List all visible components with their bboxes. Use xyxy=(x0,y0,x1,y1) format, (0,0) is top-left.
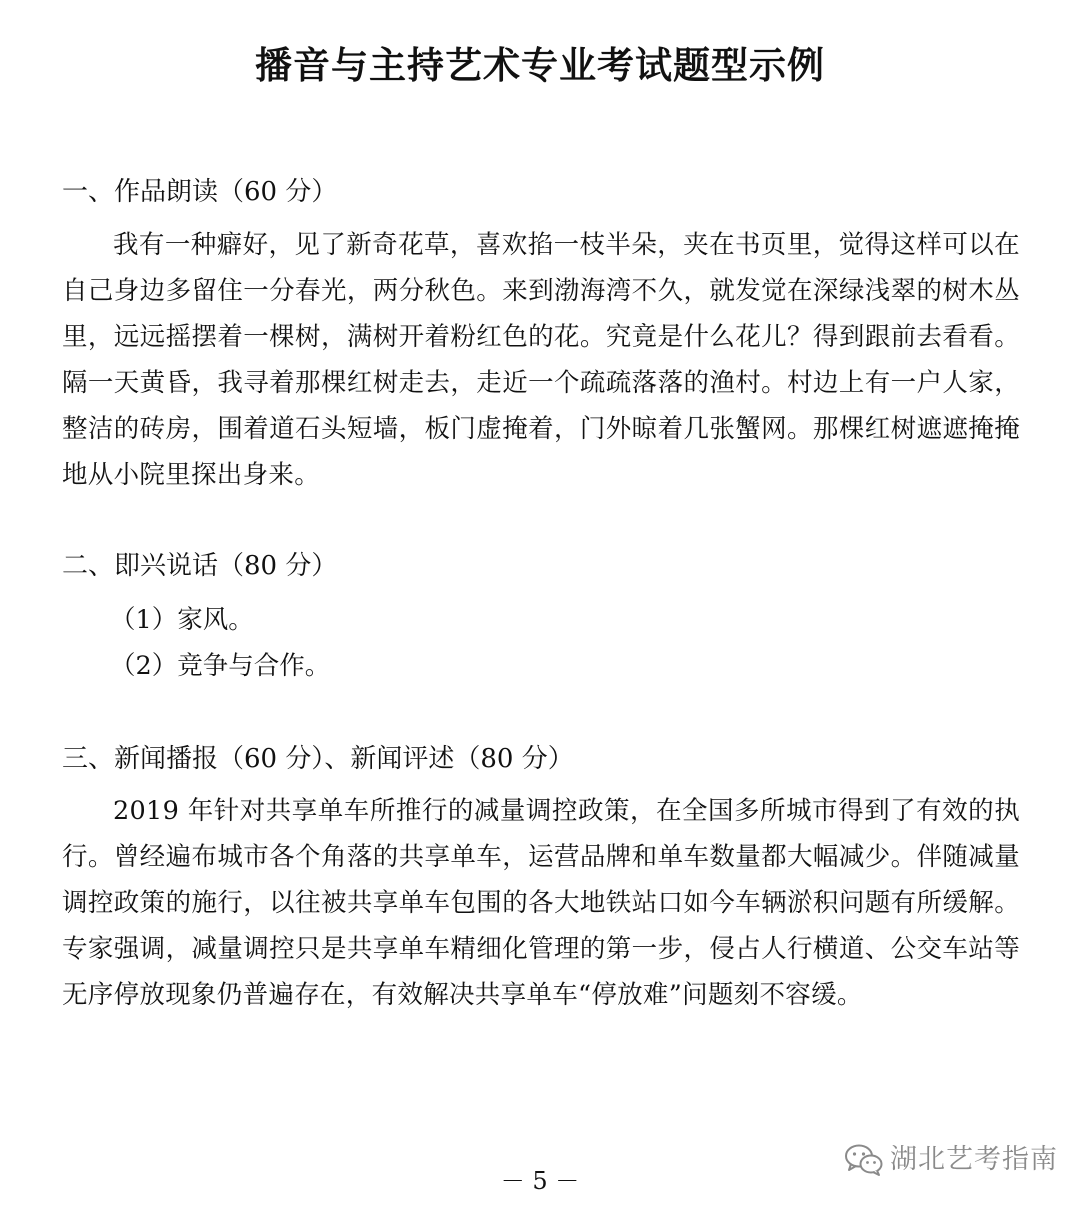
impromptu-item-1: （1）家风。 xyxy=(110,605,254,635)
section-heading-news: 三、新闻播报（60 分）、新闻评述（80 分） xyxy=(62,744,574,774)
section-heading-reading: 一、作品朗读（60 分） xyxy=(62,177,338,207)
watermark xyxy=(844,1140,1058,1180)
section-heading-impromptu: 二、即兴说话（80 分） xyxy=(62,551,338,581)
watermark-text: 湖北艺考指南 xyxy=(890,1144,1058,1175)
impromptu-item-2: （2）竞争与合作。 xyxy=(110,651,331,681)
page-number: － 5 － xyxy=(500,1167,580,1195)
reading-paragraph: 我有一种癖好，见了新奇花草，喜欢掐一枝半朵，夹在书页里，觉得这样可以在自己身边多留住一分春光，两分秋色。来到渤海湾不久，就发觉在深绿浅翠的树木丛里，远远摇摆着一棵树，满树开着粉红色的花。究竟是什么花儿？得到跟前去看看。隔一天黄昏，我寻着那棵红树走去，走近一个疏疏落落的渔村。村边上有一户人家，整洁的砖房，围着道石头短墙，板门虚掩着，门外晾着几张蟹网。那棵红树遮遮掩掩地从小院里探出身来。 xyxy=(62,230,1020,490)
news-paragraph: 2019 年针对共享单车所推行的减量调控政策，在全国多所城市得到了有效的执行。曾经遍布城市各个角落的共享单车，运营品牌和单车数量都大幅减少。伴随减量调控政策的施行，以往被共享单车包围的各大地铁站口如今车辆淤积问题有所缓解。专家强调，减量调控只是共享单车精细化管理的第一步，侵占人行横道、公交车站等无序停放现象仍普遍存在，有效解决共享单车“停放难”问题刻不容缓。 xyxy=(62,796,1020,1010)
page-title: 播音与主持艺术专业考试题型示例 xyxy=(255,44,825,87)
wechat-icon xyxy=(844,1143,884,1177)
